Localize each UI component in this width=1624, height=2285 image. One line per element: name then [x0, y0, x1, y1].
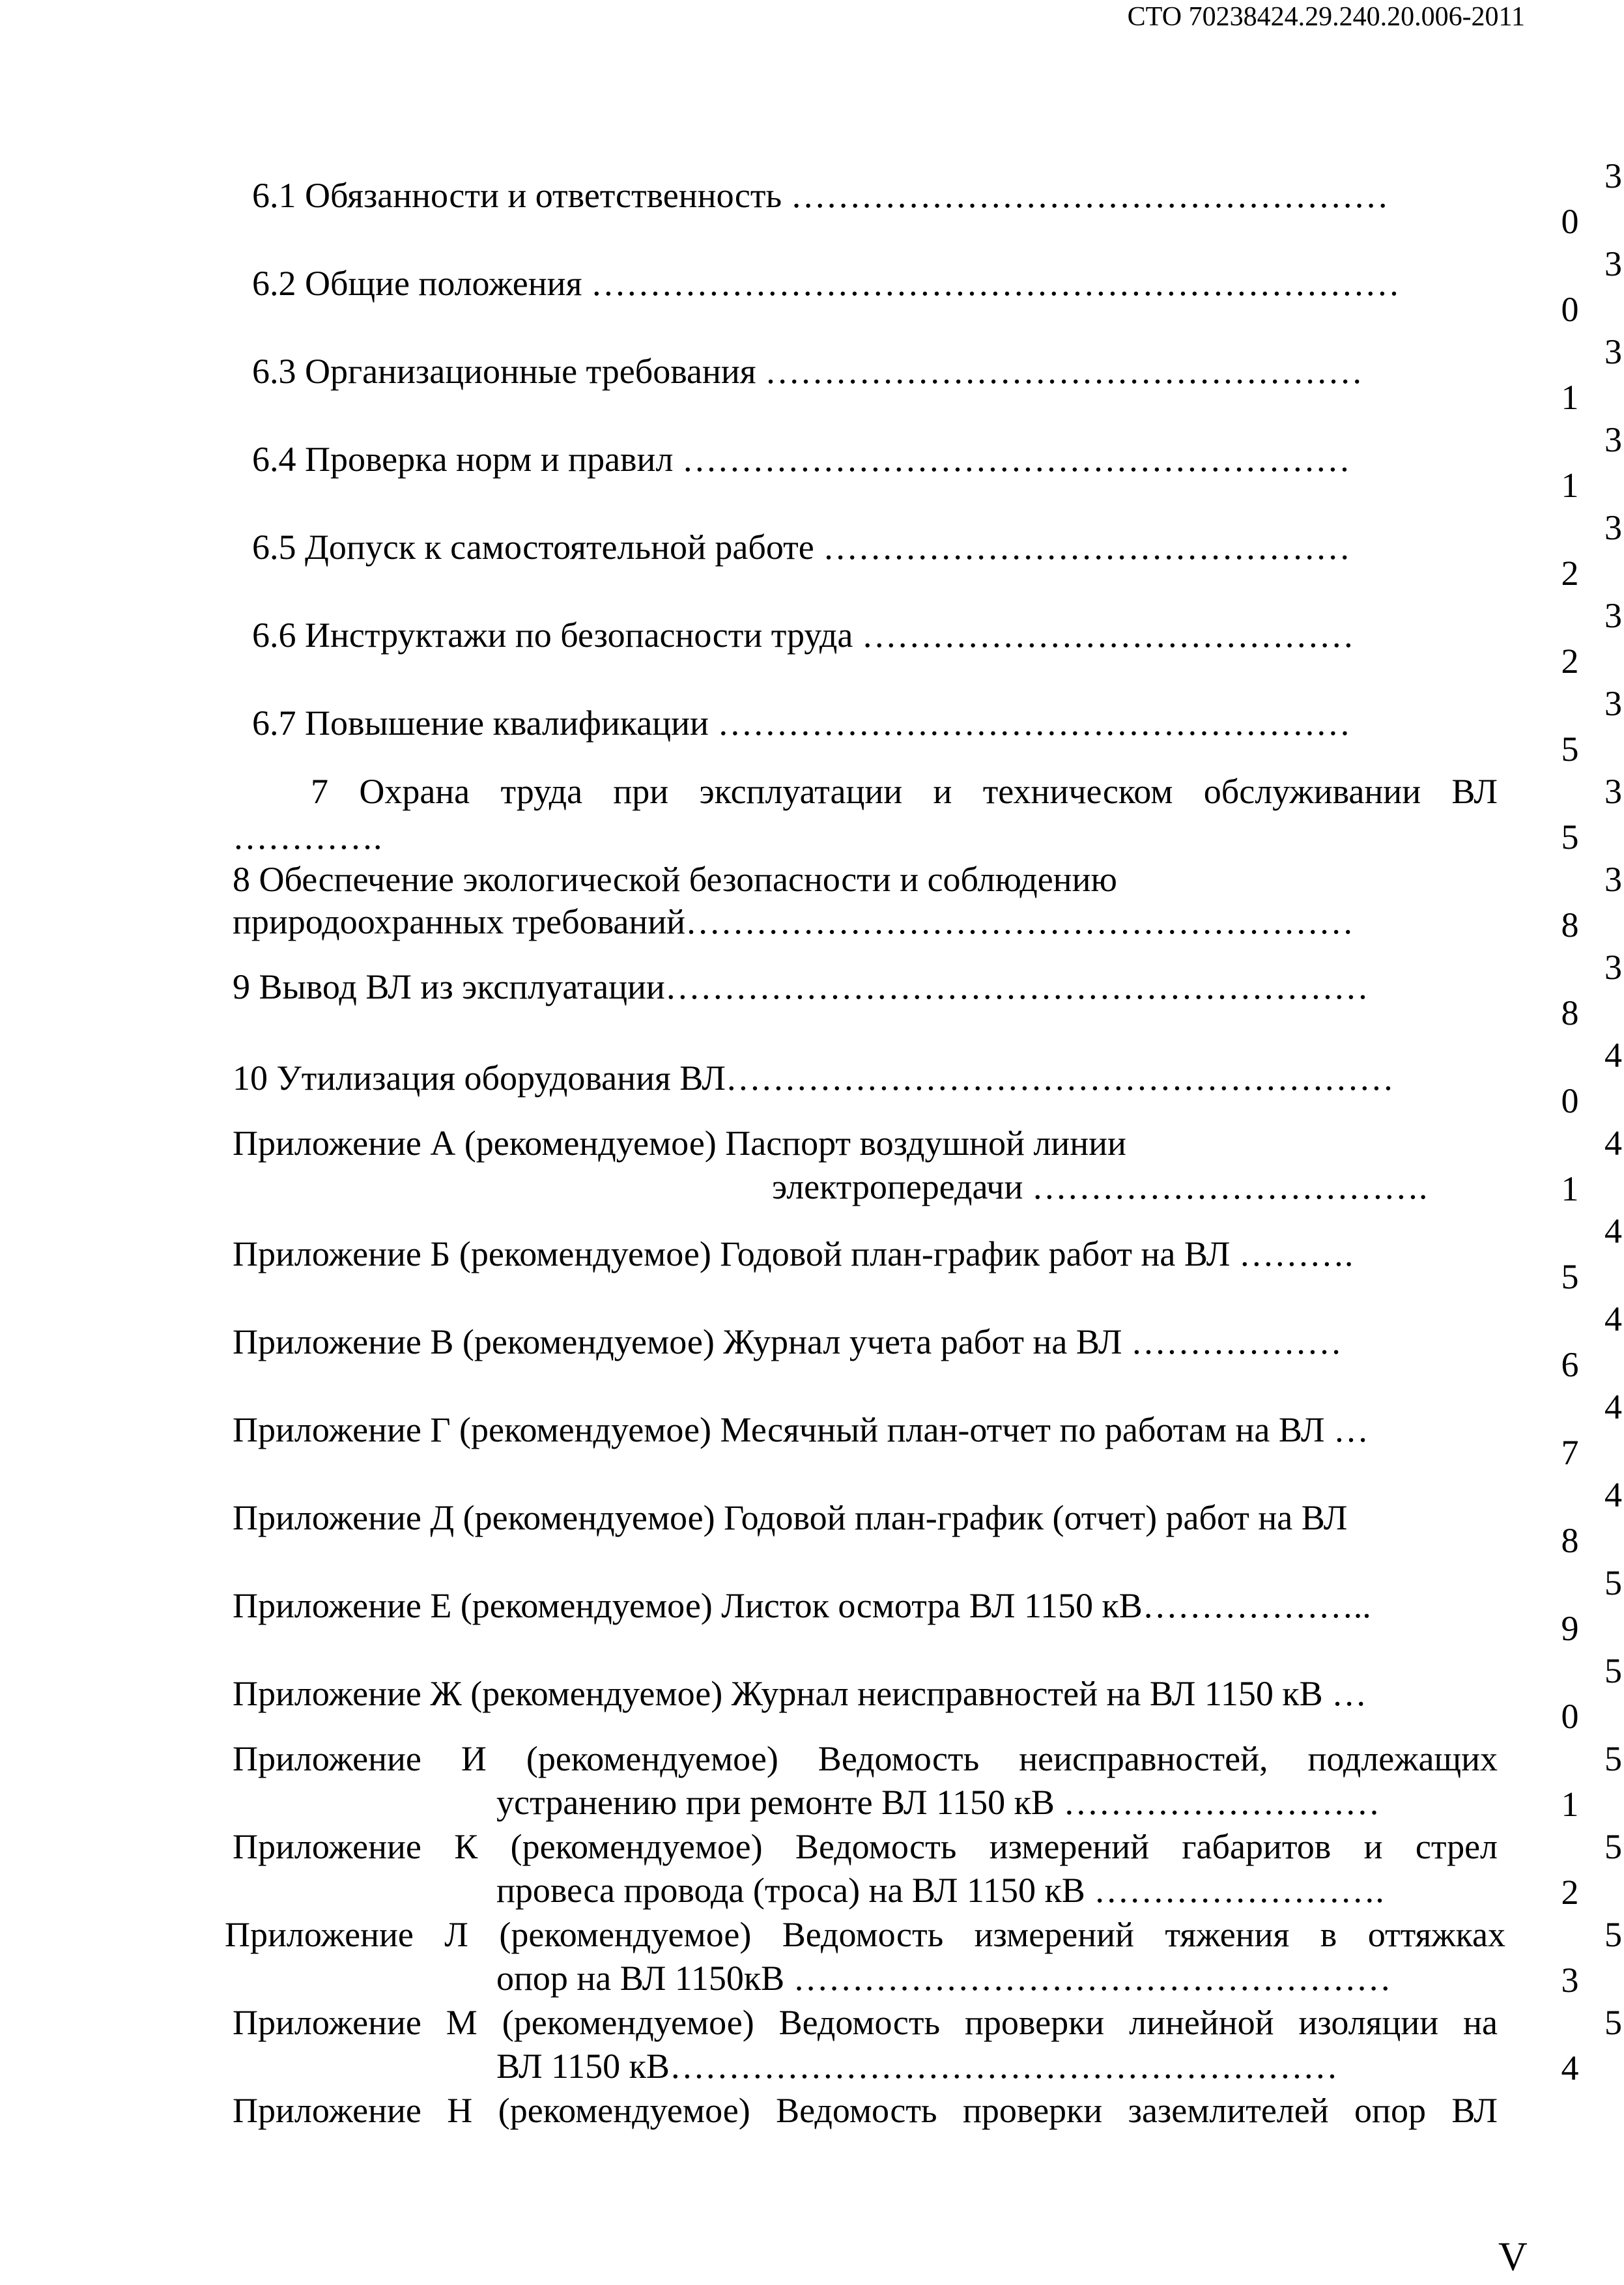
toc-entry-8: 8 Обеспечение экологической безопасности и соблюдению: [233, 860, 1117, 899]
toc-entry-7: 7 Охрана труда при эксплуатации и техническом обслуживании ВЛ: [311, 772, 1498, 811]
toc-entry-6-2: 6.2 Общие положения ……………………………………………………………: [252, 264, 1400, 303]
page-number: 6: [1561, 1345, 1579, 1384]
header-code: СТО 70238424.29.240.20.006-2011: [1127, 2, 1525, 32]
toc-appendix-m-cont: ВЛ 1150 кВ…………………………………………………: [496, 2047, 1338, 2086]
toc-appendix-k-cont: провеса провода (троса) на ВЛ 1150 кВ …………………….: [496, 1871, 1384, 1910]
toc-entry-6-6: 6.6 Инструктажи по безопасности труда ……………………………………: [252, 616, 1354, 655]
clipped-digit: 4: [1604, 1475, 1622, 1514]
toc-appendix-l: Приложение Л (рекомендуемое) Ведомость измерений тяжения в оттяжках: [225, 1915, 1505, 1954]
page-number: 8: [1561, 1521, 1579, 1560]
clipped-digit: 4: [1604, 1299, 1622, 1339]
clipped-digit: 3: [1604, 948, 1622, 987]
page-number: 2: [1561, 1873, 1579, 1912]
toc-appendix-a: Приложение А (рекомендуемое) Паспорт воздушной линии: [233, 1124, 1126, 1163]
page-number: 0: [1561, 1081, 1579, 1120]
toc-appendix-b: Приложение Б (рекомендуемое) Годовой план-график работ на ВЛ ……….: [233, 1234, 1354, 1273]
clipped-digit: 5: [1604, 2003, 1622, 2042]
toc-entry-6-7: 6.7 Повышение квалификации ………………………………………………: [252, 703, 1351, 743]
page-number: 1: [1561, 378, 1579, 417]
page-number: 2: [1561, 554, 1579, 593]
toc-appendix-zh: Приложение Ж (рекомендуемое) Журнал неисправностей на ВЛ 1150 кВ …: [233, 1674, 1367, 1713]
clipped-digit: 3: [1604, 772, 1622, 811]
toc-entry-6-1: 6.1 Обязанности и ответственность ……………………………………………: [252, 176, 1389, 215]
page-number: 0: [1561, 290, 1579, 329]
toc-appendix-e: Приложение Е (рекомендуемое) Листок осмотра ВЛ 1150 кВ………………..: [233, 1586, 1371, 1625]
toc-entry-6-4: 6.4 Проверка норм и правил …………………………………………………: [252, 440, 1350, 479]
toc-appendix-i: Приложение И (рекомендуемое) Ведомость неисправностей, подлежащих: [233, 1739, 1498, 1778]
clipped-digit: 3: [1604, 332, 1622, 371]
page-number: 1: [1561, 1169, 1579, 1208]
page-number: 0: [1561, 202, 1579, 241]
page-number: 8: [1561, 905, 1579, 944]
page-number: 4: [1561, 2049, 1579, 2088]
toc-appendix-l-cont: опор на ВЛ 1150кВ ……………………………………………: [496, 1959, 1391, 1998]
toc-entry-6-5: 6.5 Допуск к самостоятельной работе ………………………………………: [252, 528, 1351, 567]
toc-entry-9: 9 Вывод ВЛ из эксплуатации……………………………………………………: [233, 967, 1369, 1006]
toc-appendix-a-cont: электропередачи …………………………….: [772, 1167, 1428, 1206]
page-number: 5: [1561, 1257, 1579, 1296]
clipped-digit: 5: [1604, 1651, 1622, 1690]
page-number: 9: [1561, 1609, 1579, 1648]
page-number: 0: [1561, 1697, 1579, 1736]
toc-entry-10: 10 Утилизация оборудования ВЛ…………………………………………………: [233, 1058, 1394, 1098]
page-number: 1: [1561, 1785, 1579, 1824]
clipped-digit: 5: [1604, 1563, 1622, 1602]
clipped-digit: 3: [1604, 860, 1622, 899]
clipped-digit: 3: [1604, 244, 1622, 283]
page-number: 3: [1561, 1961, 1579, 2000]
toc-entry-6-3: 6.3 Организационные требования ……………………………………………: [252, 352, 1363, 391]
page-number: 5: [1561, 817, 1579, 857]
toc-appendix-g: Приложение Г (рекомендуемое) Месячный план-отчет по работам на ВЛ …: [233, 1410, 1369, 1449]
toc-appendix-d: Приложение Д (рекомендуемое) Годовой план-график (отчет) работ на ВЛ: [233, 1498, 1348, 1537]
page-number: 5: [1561, 730, 1579, 769]
clipped-digit: 3: [1604, 508, 1622, 547]
page-number: 2: [1561, 642, 1579, 681]
clipped-digit: 3: [1604, 156, 1622, 195]
page-number: 1: [1561, 466, 1579, 505]
toc-entry-8-cont: природоохранных требований…………………………………………………: [233, 902, 1354, 941]
toc-appendix-n: Приложение Н (рекомендуемое) Ведомость проверки заземлителей опор ВЛ: [233, 2091, 1498, 2130]
clipped-digit: 3: [1604, 420, 1622, 459]
clipped-digit: 5: [1604, 1915, 1622, 1954]
toc-appendix-i-cont: устранению при ремонте ВЛ 1150 кВ ………………………: [496, 1783, 1380, 1822]
page-number: 7: [1561, 1433, 1579, 1472]
page-number: 8: [1561, 993, 1579, 1032]
toc-appendix-m: Приложение М (рекомендуемое) Ведомость проверки линейной изоляции на: [233, 2003, 1498, 2042]
toc-entry-7-leader: ………….: [233, 817, 382, 857]
page-folio: V: [1498, 2235, 1528, 2279]
toc-appendix-k: Приложение К (рекомендуемое) Ведомость измерений габаритов и стрел: [233, 1827, 1498, 1866]
clipped-digit: 3: [1604, 596, 1622, 635]
clipped-digit: 5: [1604, 1739, 1622, 1778]
clipped-digit: 3: [1604, 684, 1622, 723]
clipped-digit: 4: [1604, 1036, 1622, 1075]
clipped-digit: 4: [1604, 1212, 1622, 1251]
clipped-digit: 4: [1604, 1387, 1622, 1426]
toc-appendix-v: Приложение В (рекомендуемое) Журнал учета работ на ВЛ ………………: [233, 1322, 1342, 1361]
clipped-digit: 4: [1604, 1124, 1622, 1163]
clipped-digit: 5: [1604, 1827, 1622, 1866]
